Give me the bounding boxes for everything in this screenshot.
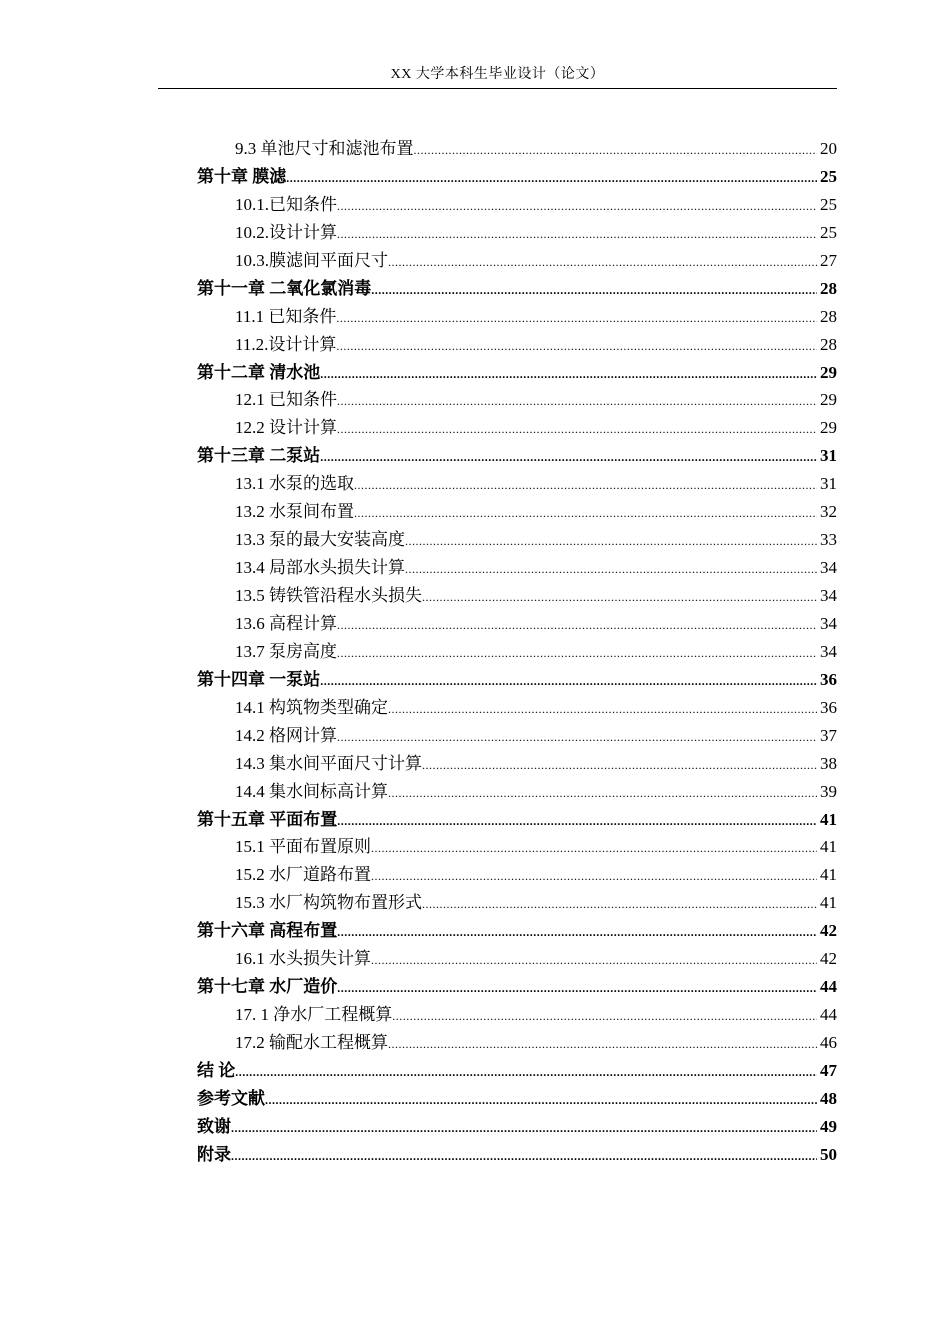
toc-section-entry[interactable]	[197, 470, 837, 498]
page-header	[158, 64, 837, 89]
toc-dot-leader	[337, 975, 817, 1001]
toc-section-entry[interactable]	[197, 247, 837, 275]
toc-chapter-entry[interactable]	[197, 806, 837, 834]
toc-page-number: 25	[820, 222, 837, 242]
toc-dot-leader	[354, 472, 817, 498]
toc-entry-label: 14.3 集水间平面尺寸计算	[235, 753, 422, 773]
toc-entry-label: 13.6 高程计算	[235, 613, 337, 633]
toc-page-number: 20	[820, 139, 837, 158]
toc-entry-label: 17. 1 净水厂工程概算	[235, 1005, 393, 1025]
toc-page-number: 42	[820, 921, 837, 941]
toc-entry-label: 第十四章 一泵站	[197, 669, 321, 689]
toc-dot-leader	[422, 891, 817, 917]
toc-dot-leader	[231, 1143, 817, 1169]
toc-entry-label: 12.2 设计计算	[235, 418, 337, 438]
toc-entry-label: 11.2.设计计算	[235, 334, 337, 354]
toc-dot-leader	[337, 808, 817, 834]
toc-entry-label: 9.3 单池尺寸和滤池布置	[235, 139, 414, 158]
toc-section-entry[interactable]	[197, 303, 837, 331]
toc-entry-label: 致谢	[197, 1116, 231, 1136]
toc-dot-leader	[422, 584, 817, 610]
toc-page-number: 28	[820, 306, 837, 326]
toc-page-number: 48	[820, 1088, 837, 1108]
toc-entry-label: 第十三章 二泵站	[197, 446, 321, 466]
toc-dot-leader	[337, 919, 817, 945]
toc-dot-leader	[337, 724, 817, 750]
toc-dot-leader	[392, 1003, 817, 1029]
toc-chapter-entry[interactable]	[197, 442, 837, 470]
toc-entry-label: 第十五章 平面布置	[197, 809, 338, 829]
toc-page-number: 34	[820, 641, 837, 661]
toc-entry-label: 第十七章 水厂造价	[197, 977, 338, 997]
toc-page-number: 28	[820, 278, 837, 298]
toc-dot-leader	[337, 221, 817, 247]
toc-section-entry[interactable]	[197, 833, 837, 861]
toc-page-number: 44	[820, 1005, 837, 1025]
toc-page-number: 41	[820, 865, 837, 885]
toc-entry-label: 14.2 格网计算	[235, 725, 337, 745]
toc-entry-label: 13.3 泵的最大安装高度	[235, 530, 405, 550]
toc-entry-label: 15.1 平面布置原则	[235, 837, 371, 857]
toc-dot-leader	[422, 752, 817, 778]
toc-entry-label: 14.4 集水间标高计算	[235, 781, 388, 801]
toc-section-entry[interactable]	[197, 722, 837, 750]
toc-dot-leader	[235, 1059, 817, 1085]
toc-page-number: 34	[820, 558, 837, 578]
toc-section-entry[interactable]	[197, 582, 837, 610]
toc-chapter-entry[interactable]	[197, 163, 837, 191]
toc-page-number: 50	[820, 1144, 837, 1164]
toc-chapter-entry[interactable]	[197, 666, 837, 694]
toc-section-entry[interactable]	[197, 414, 837, 442]
toc-dot-leader	[231, 1115, 817, 1141]
toc-section-entry[interactable]	[197, 498, 837, 526]
toc-page-number: 33	[820, 530, 837, 550]
toc-chapter-entry[interactable]	[197, 1141, 837, 1169]
header-title: XX 大学本科生毕业设计（论文）	[390, 67, 605, 82]
toc-dot-leader	[414, 137, 818, 163]
toc-dot-leader	[320, 444, 817, 470]
toc-section-entry[interactable]	[197, 694, 837, 722]
toc-dot-leader	[388, 780, 817, 806]
toc-entry-label: 10.2.设计计算	[235, 222, 337, 242]
toc-section-entry[interactable]	[197, 945, 837, 973]
toc-dot-leader	[320, 361, 817, 387]
toc-page-number: 39	[820, 781, 837, 801]
toc-chapter-entry[interactable]	[197, 1085, 837, 1113]
toc-dot-leader	[336, 333, 817, 359]
toc-chapter-entry[interactable]	[197, 275, 837, 303]
toc-section-entry[interactable]	[197, 861, 837, 889]
toc-entry-label: 第十二章 清水池	[197, 362, 321, 382]
toc-page-number: 34	[820, 613, 837, 633]
toc-section-entry[interactable]	[197, 750, 837, 778]
toc-entry-label: 第十一章 二氧化氯消毒	[197, 278, 372, 298]
toc-entry-label: 16.1 水头损失计算	[235, 949, 371, 969]
toc-dot-leader	[371, 947, 817, 973]
toc-chapter-entry[interactable]	[197, 359, 837, 387]
toc-page-number: 25	[820, 166, 837, 186]
toc-section-entry[interactable]	[197, 526, 837, 554]
toc-page-number: 29	[820, 390, 837, 410]
toc-page-number: 31	[820, 446, 837, 466]
toc-dot-leader	[388, 249, 817, 275]
toc-dot-leader	[388, 696, 817, 722]
toc-dot-leader	[405, 556, 817, 582]
toc-page-number: 47	[820, 1060, 837, 1080]
toc-page-number: 41	[820, 837, 837, 857]
toc-section-entry[interactable]	[197, 331, 837, 359]
toc-dot-leader	[320, 668, 817, 694]
toc-dot-leader	[371, 277, 817, 303]
toc-entry-label: 11.1 已知条件	[235, 306, 337, 326]
toc-page-number: 29	[820, 362, 837, 382]
toc-section-entry[interactable]	[197, 191, 837, 219]
toc-page-number: 41	[820, 893, 837, 913]
toc-page-number: 31	[820, 474, 837, 494]
toc-page-number: 29	[820, 418, 837, 438]
toc-section-entry[interactable]	[197, 889, 837, 917]
toc-section-entry[interactable]	[197, 610, 837, 638]
toc-section-entry[interactable]	[197, 135, 837, 163]
toc-dot-leader	[337, 193, 817, 219]
toc-entry-label: 15.3 水厂构筑物布置形式	[235, 893, 422, 913]
toc-entry-label: 第十章 膜滤	[197, 166, 287, 186]
toc-dot-leader	[388, 1031, 817, 1057]
toc-section-entry[interactable]	[197, 386, 837, 414]
table-of-contents	[197, 135, 837, 1169]
toc-page-number: 36	[820, 697, 837, 717]
toc-dot-leader	[265, 1087, 817, 1113]
toc-entry-label: 参考文献	[197, 1088, 265, 1108]
toc-page-number: 37	[820, 725, 837, 745]
toc-page-number: 44	[820, 977, 837, 997]
toc-entry-label: 17.2 输配水工程概算	[235, 1033, 388, 1052]
toc-entry-label: 12.1 已知条件	[235, 390, 337, 410]
toc-dot-leader	[354, 500, 817, 526]
toc-section-entry[interactable]	[197, 1029, 837, 1057]
toc-dot-leader	[336, 305, 817, 331]
toc-dot-leader	[337, 388, 817, 414]
toc-section-entry[interactable]	[197, 1001, 837, 1029]
toc-dot-leader	[337, 416, 817, 442]
toc-entry-label: 13.5 铸铁管沿程水头损失	[235, 586, 422, 605]
toc-chapter-entry[interactable]	[197, 1057, 837, 1085]
toc-section-entry[interactable]	[197, 638, 837, 666]
toc-entry-label: 10.3.膜滤间平面尺寸	[235, 250, 388, 270]
toc-entry-label: 第十六章 高程布置	[197, 921, 338, 941]
toc-section-entry[interactable]	[197, 778, 837, 806]
toc-dot-leader	[337, 612, 817, 638]
toc-page-number: 46	[820, 1033, 837, 1052]
toc-page-number: 38	[820, 753, 837, 773]
toc-page-number: 34	[820, 586, 837, 605]
toc-entry-label: 结 论	[197, 1060, 236, 1080]
toc-entry-label: 13.1 水泵的选取	[235, 474, 354, 494]
toc-page-number: 49	[820, 1116, 837, 1136]
toc-page-number: 41	[820, 809, 837, 829]
toc-dot-leader	[337, 640, 817, 666]
toc-entry-label: 附录	[197, 1144, 231, 1164]
toc-section-entry[interactable]	[197, 554, 837, 582]
toc-page-number: 42	[820, 949, 837, 969]
toc-entry-label: 10.1.已知条件	[235, 194, 337, 214]
toc-page-number: 25	[820, 194, 837, 214]
toc-dot-leader	[371, 835, 817, 861]
toc-dot-leader	[286, 165, 817, 191]
toc-page-number: 27	[820, 250, 837, 270]
toc-entry-label: 13.7 泵房高度	[235, 641, 337, 661]
toc-entry-label: 15.2 水厂道路布置	[235, 865, 371, 885]
toc-dot-leader	[405, 528, 817, 554]
toc-entry-label: 14.1 构筑物类型确定	[235, 697, 388, 717]
toc-dot-leader	[371, 863, 817, 889]
toc-chapter-entry[interactable]	[197, 973, 837, 1001]
toc-page-number: 36	[820, 669, 837, 689]
toc-entry-label: 13.4 局部水头损失计算	[235, 558, 405, 578]
toc-entry-label: 13.2 水泵间布置	[235, 502, 354, 522]
toc-chapter-entry[interactable]	[197, 1113, 837, 1141]
toc-page-number: 32	[820, 502, 837, 522]
toc-chapter-entry[interactable]	[197, 917, 837, 945]
toc-page-number: 28	[820, 334, 837, 354]
toc-section-entry[interactable]	[197, 219, 837, 247]
